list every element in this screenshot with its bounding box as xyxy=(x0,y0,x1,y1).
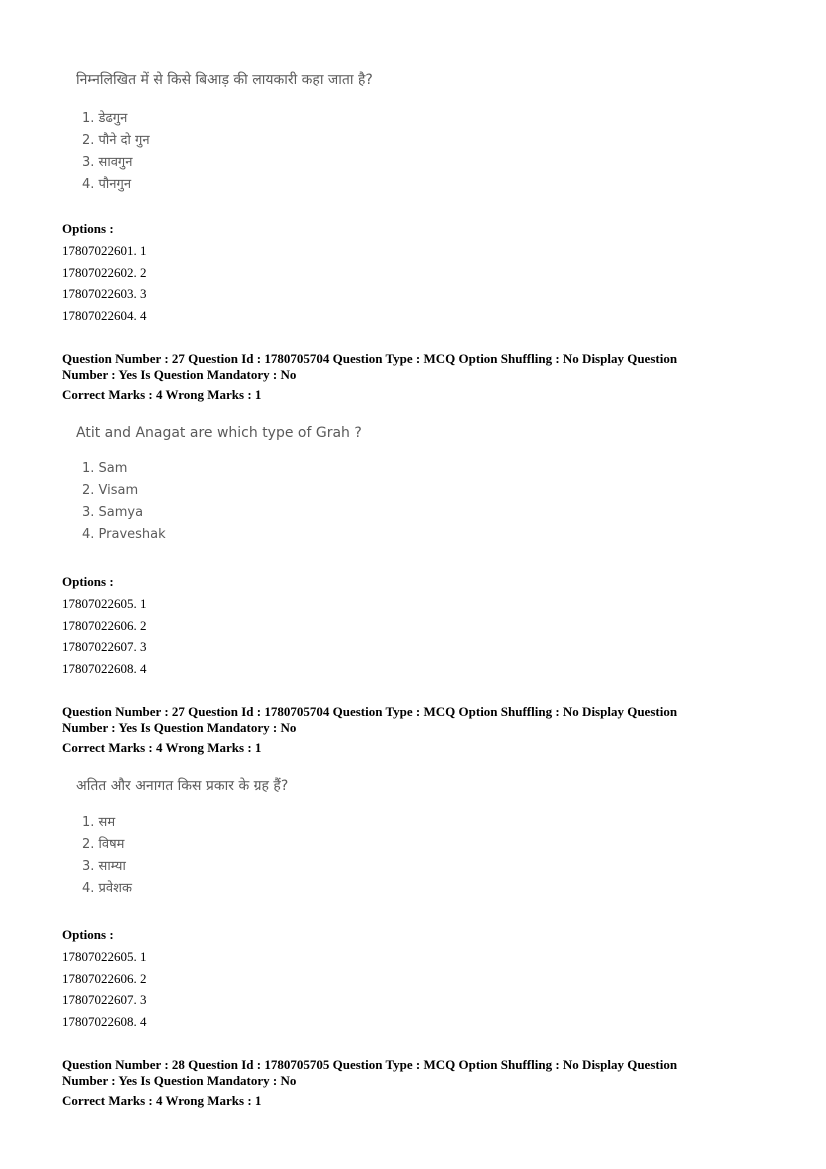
marks-line: Correct Marks : 4 Wrong Marks : 1 xyxy=(62,1093,262,1108)
choice-item: 1. डेढगुन xyxy=(82,111,128,126)
choice-list xyxy=(62,812,288,900)
choice-list xyxy=(62,108,373,196)
option-id-row: 17807022607. 3 xyxy=(62,639,147,654)
question-text: अतित और अनागत किस प्रकार के ग्रह हैं? xyxy=(76,778,289,794)
choice-item: 2. पौने दो गुन xyxy=(82,133,150,148)
meta-line: Number : Yes Is Question Mandatory : No xyxy=(62,367,297,382)
options-label: Options : xyxy=(62,221,114,236)
option-id-row: 17807022606. 2 xyxy=(62,970,147,986)
question-meta-2 xyxy=(62,704,762,756)
option-id-row: 17807022605. 1 xyxy=(62,949,147,964)
marks-line: Correct Marks : 4 Wrong Marks : 1 xyxy=(62,740,262,755)
meta-line: Number : Yes Is Question Mandatory : No xyxy=(62,720,297,735)
option-id-row: 17807022602. 2 xyxy=(62,264,147,280)
option-id-row: 17807022606. 2 xyxy=(62,617,147,633)
meta-line: Question Number : 28 Question Id : 1780705705 Question Type : MCQ Option Shuffling : No Display Question xyxy=(62,1057,678,1072)
option-id-row: 17807022601. 1 xyxy=(62,243,147,258)
meta-line: Question Number : 27 Question Id : 1780705704 Question Type : MCQ Option Shuffling : No Display Question xyxy=(62,351,678,366)
option-id-row: 17807022605. 1 xyxy=(62,596,147,611)
question-image-3 xyxy=(62,774,288,900)
question-meta-1 xyxy=(62,351,762,403)
option-id-row: 17807022603. 3 xyxy=(62,286,147,301)
choice-list xyxy=(62,458,362,546)
option-id-row: 17807022607. 3 xyxy=(62,992,147,1007)
question-image-2 xyxy=(62,422,362,546)
question-meta-3 xyxy=(62,1057,762,1109)
options-label: Options : xyxy=(62,927,114,942)
choice-item: 4. पौनगुन xyxy=(82,177,132,192)
option-id-row: 17807022608. 4 xyxy=(62,1013,147,1029)
question-text: निम्नलिखित में से किसे बिआड़ की लायकारी कहा जाता है? xyxy=(76,72,373,88)
options-block-3 xyxy=(62,924,147,1032)
choice-item: 1. Sam xyxy=(82,461,128,476)
choice-item: 1. सम xyxy=(82,815,116,830)
options-block-1 xyxy=(62,218,147,326)
options-label: Options : xyxy=(62,574,114,589)
choice-item: 3. Samya xyxy=(82,505,144,520)
choice-item: 4. Praveshak xyxy=(82,527,166,542)
question-text: Atit and Anagat are which type of Grah ? xyxy=(76,425,362,441)
choice-item: 4. प्रवेशक xyxy=(82,881,132,896)
option-id-row: 17807022608. 4 xyxy=(62,660,147,676)
options-block-2 xyxy=(62,571,147,679)
choice-item: 2. विषम xyxy=(82,837,125,852)
choice-item: 3. साम्या xyxy=(82,859,126,874)
question-image-1 xyxy=(62,68,373,196)
meta-line: Number : Yes Is Question Mandatory : No xyxy=(62,1073,297,1088)
option-id-row: 17807022604. 4 xyxy=(62,307,147,323)
choice-item: 2. Visam xyxy=(82,483,139,498)
meta-line: Question Number : 27 Question Id : 1780705704 Question Type : MCQ Option Shuffling : No Display Question xyxy=(62,704,678,719)
marks-line: Correct Marks : 4 Wrong Marks : 1 xyxy=(62,387,262,402)
choice-item: 3. सावगुन xyxy=(82,155,133,170)
